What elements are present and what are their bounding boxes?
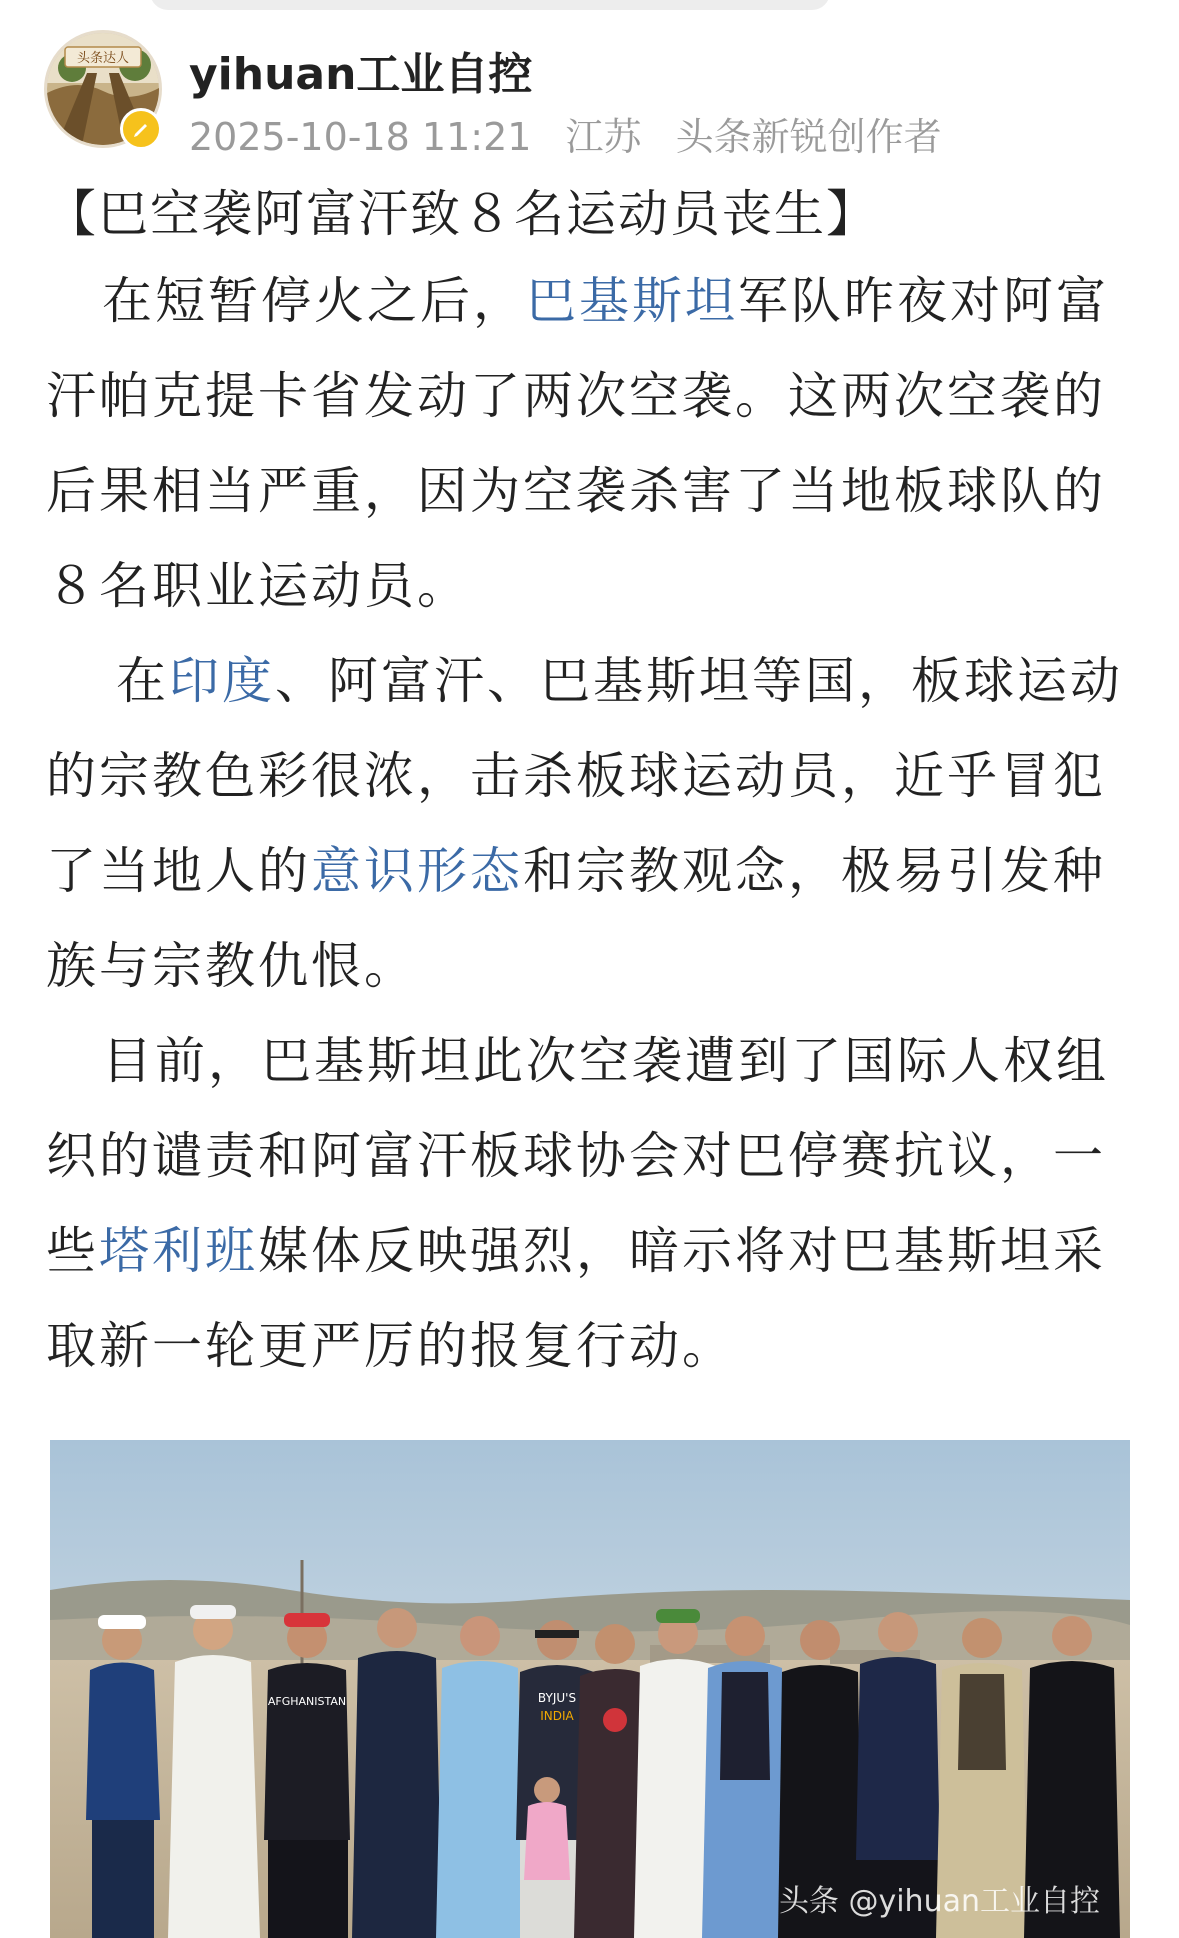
link-ideology[interactable]: 意识形态 [311,842,523,900]
p2-text-c: 和宗教观念，极易引发种族与宗教仇恨。 [46,842,1106,995]
link-india[interactable]: 印度 [169,652,275,710]
paragraph-3 [46,1014,1136,1394]
jersey-text-india: INDIA [540,1709,574,1723]
paragraph-2 [46,634,1136,1014]
post-location: 江苏 [565,115,642,159]
link-pakistan[interactable]: 巴基斯坦 [526,272,738,330]
jersey-text-afghanistan: AFGHANISTAN [267,1695,347,1708]
p2-text-a: 在 [116,652,169,710]
avatar-text: 头条达人 [76,51,130,66]
link-taliban[interactable]: 塔利班 [99,1222,258,1280]
p2-text-b: 、阿富汗、巴基斯坦等国，板球运动的宗教色彩很浓，击杀板球运动员，近乎冒犯了当地人的 [46,652,1123,900]
p3-text-b: 媒体反映强烈，暗示将对巴基斯坦采取新一轮更严厉的报复行动。 [46,1222,1106,1375]
top-bar-fade [150,0,830,10]
paragraph-1 [46,254,1136,634]
author-name[interactable]: yihuan工业自控 [189,49,533,100]
p1-text-a: 在短暂停火之后， [102,272,526,330]
post-meta [189,106,964,161]
creator-tag: 头条新锐创作者 [675,115,942,159]
post-header [44,30,1144,160]
article-photo[interactable] [50,1440,1130,1938]
jersey-text-byjus: BYJU'S [537,1691,577,1705]
article-headline: 【巴空袭阿富汗致８名运动员丧生】 [46,185,878,243]
p3-text-a: 目前，巴基斯坦此次空袭遭到了国际人权组织的谴责和阿富汗板球协会对巴停赛抗议，一些 [46,1032,1109,1280]
p1-text-b: 军队昨夜对阿富汗帕克提卡省发动了两次空袭。这两次空袭的后果相当严重，因为空袭杀害了当地板球队的８名职业运动员。 [46,272,1109,615]
post-datetime: 2025-10-18 11:21 [189,115,532,159]
verified-badge-icon [120,108,162,150]
photo-watermark: 头条 @yihuan工业自控 [778,1884,1100,1919]
article-body [46,182,1136,1394]
